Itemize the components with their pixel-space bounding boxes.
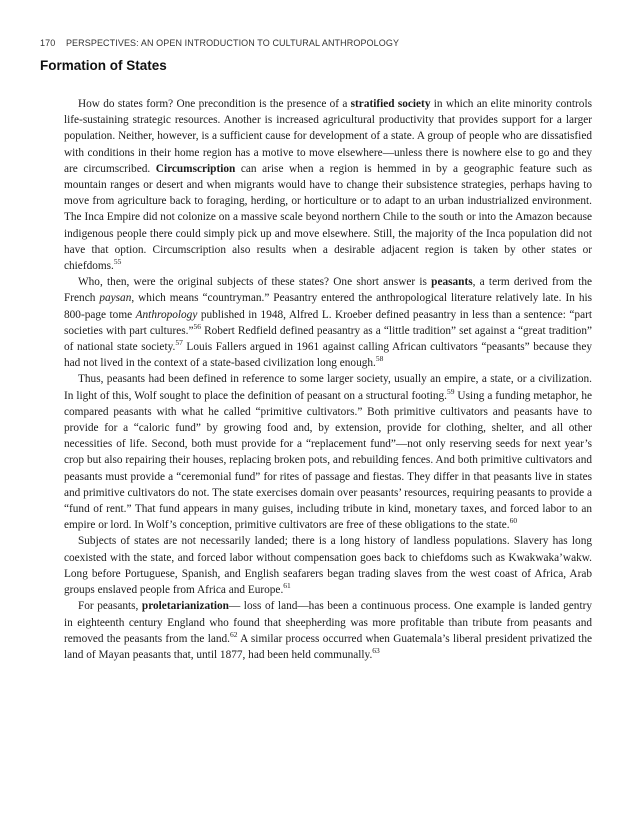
text-run: published in 1948, Alfred L. Kroeber defined peasantry in less than a sentence: “part societies with part cultures.” [64, 308, 592, 337]
text-run: Robert Redfield defined peasantry as a “little tradition” set against a “great tradition” of national state society. [64, 324, 592, 354]
key-term: stratified society [350, 98, 431, 110]
book-title: PERSPECTIVES: AN OPEN INTRODUCTION TO CULTURAL ANTHROPOLOGY [65, 38, 400, 48]
text-run: Using a funding metaphor, he compared peasants with what he called “primitive cultivators.” Both primitive cultivators and peasants have to provide for a “caloric fund” by growing food and, by extension, provide for clothing, shelter, and all other necessities of life. Second, both must provide for a “replacement fund”—not only reserving seeds for next year’s crop but also repairing their houses, replacing broken pots, and rebuilding fences. And both primitive cultivators and peasants must provide a “ceremonial fund” for rites of passage and fiestas. They differ in that peasants live in states and primitive cultivators do not. The state exercises domain over peasants’ resources, requiring peasants to provide a “fund of rent.” That fund appears in many guises, including tribute in kind, monetary taxes, and forced labor to an empire or lord. In Wolf’s conception, primitive cultivators are free of these obligations to the state. [64, 389, 592, 532]
section-heading: Formation of States [40, 58, 167, 73]
footnote-ref: 60 [509, 516, 518, 526]
footnote-ref: 56 [193, 322, 201, 332]
key-term: peasants [431, 276, 473, 289]
paragraph [64, 533, 592, 598]
italic-term: paysan [99, 292, 132, 305]
page-number: 170 [40, 38, 56, 48]
key-term: proletarianization [141, 600, 229, 613]
paragraph [64, 96, 592, 274]
key-term: Circumscription [155, 162, 236, 175]
paragraph [64, 371, 592, 533]
italic-term: Anthropology [135, 308, 198, 321]
text-run: in which an elite minority controls life-sustaining strategic resources. Another is increased agricultural productivity that provides support for a larger population. Neither, however, is a sufficient cause for development of a state. A group of people who are dissatisfied with conditions in their home region has a motive to move elsewhere—unless there is nowhere else to go and they are circumscribed. [64, 98, 592, 175]
text-run: Who, then, were the original subjects of these states? One short answer is [78, 276, 432, 289]
text-run: How do states form? One precondition is the presence of a [78, 98, 351, 110]
footnote-ref: 61 [283, 581, 291, 591]
paragraph [64, 598, 592, 663]
footnote-ref: 58 [375, 354, 384, 364]
text-run: Thus, peasants had been defined in reference to some larger society, usually an empire, a state, or a civilization. In light of this, Wolf sought to place the definition of peasant on a structural footing. [64, 373, 592, 402]
footnote-ref: 57 [175, 338, 183, 348]
text-run: Louis Fallers argued in 1961 against calling African cultivators “peasants” because they had not lived in the context of a state-based civilization long enough. [64, 341, 592, 370]
text-run: , which means “countryman.” Peasantry entered the anthropological literature relatively late. In his 800-page tome [64, 292, 593, 321]
text-run: For peasants, [78, 600, 142, 613]
text-run: Subjects of states are not necessarily landed; there is a long history of landless populations. Slavery has long coexisted with the state, and forced labor without compensation goes back to chiefdoms such as Kwakwaka’wakw. Long before Portuguese, Spanish, and English seafarers began trading slaves from the west coast of Africa, Arab groups enslaved people from Africa and Europe. [64, 535, 592, 597]
footnote-ref: 59 [446, 386, 455, 396]
text-run: A similar process occurred when Guatemala’s liberal president privatized the land of Mayan peasants that, until 1877, had been held communally. [64, 632, 592, 661]
running-header [40, 38, 399, 48]
footnote-ref: 55 [113, 257, 122, 267]
footnote-ref: 63 [372, 646, 380, 656]
text-run: — loss of land—has been a continuous process. One example is landed gentry in eighteenth century England who found that sheepherding was more profitable than tribute from peasants and removed the peasants from the land. [64, 600, 593, 645]
paragraph [64, 274, 592, 371]
footnote-ref: 62 [229, 629, 238, 639]
body-text [64, 96, 592, 663]
text-run: , a term derived from the French [64, 276, 592, 305]
text-run: can arise when a region is hemmed in by a geographic feature such as mountain ranges or desert and when migrants would have to change their subsistence strategies, perhaps having to move from agriculture back to foraging, herding, or horticulture or to adapt to an urban industrialized environment. The Inca Empire did not colonize on a massive scale beyond northern Chile to the south or into the Amazon because indigenous people there could simply pick up and move elsewhere. Still, the majority of the Inca population did not have that option. Circumscription also results when a desirable adjacent region is taken by other states or chiefdoms. [64, 162, 593, 273]
